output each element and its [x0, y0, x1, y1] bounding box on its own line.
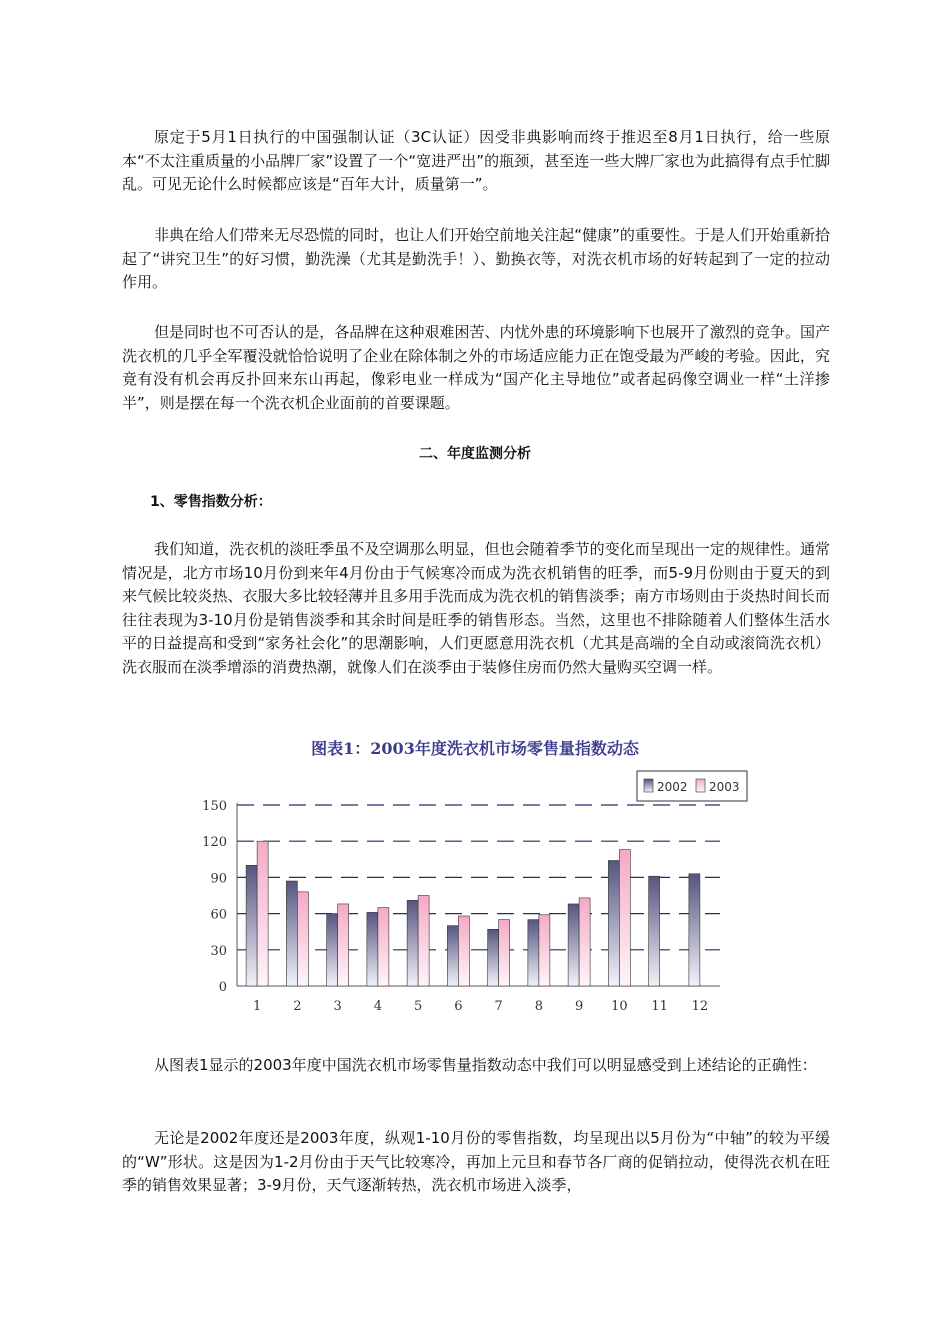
legend-swatch-2002	[644, 779, 653, 792]
x-tick-label: 12	[691, 999, 709, 1014]
x-tick-label: 1	[252, 999, 262, 1014]
bar-2002-12	[689, 874, 700, 986]
bar-2002-5	[407, 900, 418, 986]
x-tick-label: 2	[293, 999, 302, 1014]
bar-2003-7	[499, 920, 510, 986]
bar-2003-4	[378, 908, 389, 986]
x-tick-label: 10	[611, 999, 628, 1014]
x-tick-label: 6	[454, 999, 463, 1014]
bar-2002-6	[447, 926, 458, 986]
paragraph-competition: 但是同时也不可否认的是，各品牌在这种艰难困苦、内忧外患的环境影响下也展开了激烈的竞争。国产洗衣机的几乎全军覆没就恰恰说明了企业在除体制之外的市场适应能力正在饱受最为严峻的考验。因此，究竟有没有机会再反扑回来东山再起，像彩电业一样成为“国产化主导地位”或者起码像空调业一样“土洋掺半”，则是摆在每一个洗衣机企业面前的首要课题。	[122, 323, 830, 412]
x-tick-label: 7	[494, 999, 503, 1014]
x-tick-label: 11	[651, 999, 668, 1014]
y-tick-label: 150	[202, 799, 227, 814]
legend-label-2003: 2003	[709, 780, 740, 794]
bar-2002-2	[286, 881, 297, 986]
bar-2003-3	[338, 904, 349, 986]
chart-title: 图表1：2003年度洗衣机市场零售量指数动态	[311, 739, 639, 758]
bar-2002-1	[246, 865, 257, 986]
retail-index-chart	[190, 765, 750, 1025]
paragraph-seasonality: 我们知道，洗衣机的淡旺季虽不及空调那么明显，但也会随着季节的变化而呈现出一定的规律性。通常情况是，北方市场10月份到来年4月份由于气候寒冷而成为洗衣机销售的旺季，而5-9月份则由于夏天的到来气候比较炎热、衣服大多比较轻薄并且多用手洗而成为洗衣机的销售淡季；南方市场则由于炎热时间长而往往表现为3-10月份是销售淡季和其余时间是旺季的销售形态。当然，这里也不排除随着人们整体生活水平的日益提高和受到“家务社会化”的思潮影响，人们更愿意用洗衣机（尤其是高端的全自动或滚筒洗衣机）洗衣服而在淡季增添的消费热潮，就像人们在淡季由于装修住房而仍然大量购买空调一样。	[122, 540, 830, 676]
y-tick-label: 30	[210, 943, 227, 959]
bar-2002-4	[367, 912, 378, 986]
legend-swatch-2003	[696, 779, 705, 792]
bar-2002-9	[568, 904, 579, 986]
bar-2002-11	[649, 876, 660, 986]
bar-2003-9	[579, 898, 590, 986]
paragraph-w-shape: 无论是2002年度还是2003年度，纵观1-10月份的零售指数，均呈现出以5月份为“中轴”的较为平缓的“W”形状。这是因为1-2月份由于天气比较寒冷，再加上元旦和春节各厂商的促销拉动，使得洗衣机在旺季的销售效果显著；3-9月份，天气逐渐转热，洗衣机市场进入淡季，	[122, 1129, 830, 1195]
section-title: 二、年度监测分析	[419, 446, 531, 462]
bar-2003-5	[418, 896, 429, 987]
bar-2002-7	[488, 929, 499, 986]
paragraph-3c-certification: 原定于5月1日执行的中国强制认证（3C认证）因受非典影响而终于推迟至8月1日执行，给一些原本“不太注重质量的小品牌厂家”设置了一个“宽进严出”的瓶颈，甚至连一些大牌厂家也为此搞得有点手忙脚乱。可见无论什么时候都应该是“百年大计，质量第一”。	[122, 128, 830, 194]
x-tick-label: 9	[574, 999, 584, 1014]
paragraph-chart-intro: 从图表1显示的2003年度中国洗衣机市场零售量指数动态中我们可以明显感受到上述结论的正确性：	[154, 1056, 817, 1074]
bar-2003-8	[539, 915, 550, 986]
bar-2002-10	[608, 861, 619, 986]
y-tick-label: 90	[210, 871, 227, 887]
y-tick-label: 0	[218, 980, 227, 995]
bar-2003-10	[619, 850, 630, 986]
x-tick-label: 3	[333, 999, 342, 1014]
bar-2003-6	[458, 916, 469, 986]
x-tick-label: 4	[373, 999, 383, 1014]
y-tick-label: 60	[210, 907, 227, 923]
x-tick-label: 5	[413, 999, 423, 1014]
bar-2003-1	[257, 841, 268, 986]
bar-2002-3	[327, 914, 338, 986]
y-tick-label: 120	[202, 835, 227, 851]
bar-2003-2	[297, 892, 308, 986]
bar-2002-8	[528, 920, 539, 986]
subsection-title: 1、零售指数分析：	[150, 494, 272, 510]
x-tick-label: 8	[534, 999, 544, 1014]
legend-label-2002: 2002	[657, 780, 688, 794]
paragraph-sars-health: 非典在给人们带来无尽恐慌的同时，也让人们开始空前地关注起“健康”的重要性。于是人们开始重新拾起了“讲究卫生”的好习惯，勤洗澡（尤其是勤洗手！）、勤换衣等，对洗衣机市场的好转起到了一定的拉动作用。	[122, 226, 831, 292]
